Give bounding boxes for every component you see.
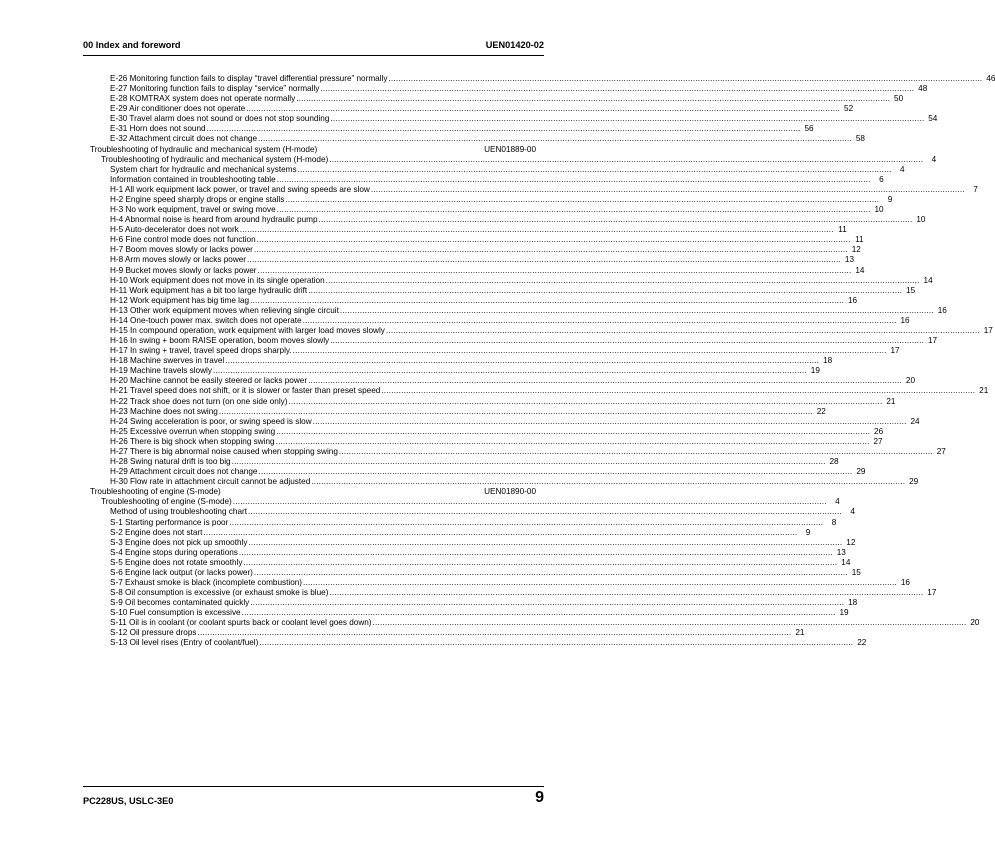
toc-entry-page: 22 [857, 638, 867, 648]
toc-entry-title: Troubleshooting of engine (S-mode) [101, 497, 232, 507]
dot-leader [277, 175, 871, 185]
toc-entry[interactable] [110, 215, 926, 225]
toc-entry-title: E-30 Travel alarm does not sound or does not stop sounding [110, 114, 330, 124]
dot-leader [308, 286, 902, 296]
dot-leader [329, 588, 923, 598]
toc-entry-page: 20 [905, 376, 916, 386]
toc-entry-title: H-18 Machine swerves in travel [110, 356, 225, 366]
toc-entry-title: S-4 Engine stops during operations [110, 547, 238, 557]
toc-entry-page: 19 [839, 608, 849, 618]
dot-leader [247, 255, 841, 265]
dot-leader [243, 558, 837, 568]
toc-entry[interactable] [110, 205, 884, 215]
dot-leader [371, 185, 965, 195]
footer-page-number: 9 [535, 789, 544, 806]
toc-entry-title: E-26 Monitoring function fails to display “travel differential pressure” normally [110, 74, 388, 83]
toc-entry[interactable] [110, 174, 884, 185]
toc-entry-title: E-29 Air conditioner does not operate [110, 104, 246, 114]
dot-leader [248, 507, 842, 517]
dot-leader [258, 134, 852, 144]
toc-entry-page: 16 [847, 295, 858, 305]
toc-entry-page: 7 [973, 184, 978, 194]
toc-entry[interactable] [110, 608, 849, 618]
toc-entry-page: 18 [823, 356, 833, 366]
toc-entry[interactable] [110, 104, 854, 114]
toc-entry-title: H-1 All work equipment lack power, or travel and swing speeds are slow [110, 184, 370, 194]
toc-entry-title: S-6 Engine lack output (or lacks power) [110, 567, 253, 577]
dot-leader [319, 215, 913, 225]
toc-entry-page: 24 [910, 416, 920, 426]
toc-entry-title: S-5 Engine does not rotate smoothly [110, 557, 243, 567]
toc-entry-page: 16 [900, 578, 910, 587]
toc-entry-title: E-32 Attachment circuit does not change [110, 134, 258, 144]
toc-entry-title: S-8 Oil consumption is excessive (or exhaust smoke is blue) [110, 588, 329, 598]
toc-entry[interactable] [110, 164, 905, 175]
toc-entry[interactable] [101, 154, 937, 165]
header-rule [83, 55, 544, 56]
toc-entry[interactable] [110, 305, 947, 316]
toc-entry-page: 29 [856, 467, 866, 477]
dot-leader [250, 598, 844, 608]
toc-entry[interactable] [110, 557, 851, 568]
toc-entry-page: 16 [937, 305, 947, 315]
toc-entry-title: System chart for hydraulic and mechanical systems [110, 164, 297, 174]
toc-entry[interactable] [110, 426, 884, 437]
header-document-code: UEN01420-02 [485, 40, 544, 50]
toc-entry[interactable] [110, 537, 856, 548]
toc-entry-page: 15 [851, 567, 861, 577]
toc-entry[interactable] [110, 386, 989, 396]
toc-entry-title: Method of using troubleshooting chart [110, 507, 248, 517]
toc-entry-title: H-21 Travel speed does not shift, or it is slower or faster than preset speed [110, 386, 381, 396]
toc-section-entry[interactable] [90, 487, 536, 497]
toc-entry[interactable] [110, 507, 855, 517]
dot-leader [250, 296, 844, 306]
toc-entry-title: S-3 Engine does not pick up smoothly [110, 537, 248, 547]
toc-entry[interactable] [110, 638, 867, 648]
footer-model: PC228US, USLC-3E0 [83, 796, 174, 806]
dot-leader [311, 477, 905, 487]
toc-entry-title: E-28 KOMTRAX system does not operate normally [110, 94, 296, 104]
dot-leader [308, 376, 902, 386]
toc-entry-title: H-12 Work equipment has big time lag [110, 295, 250, 305]
dot-leader [303, 316, 897, 326]
dot-leader [330, 336, 924, 346]
toc-entry[interactable] [110, 255, 854, 265]
toc-entry-page: 18 [848, 598, 858, 608]
toc-entry-page: 20 [970, 618, 980, 628]
toc-entry-page: UEN01889-00 [484, 144, 536, 154]
toc-entry-page: 13 [844, 255, 854, 265]
toc-entry-title: H-19 Machine travels slowly [110, 366, 212, 376]
toc-entry[interactable] [110, 194, 893, 205]
dot-leader [388, 74, 982, 84]
toc-entry-page: 8 [831, 517, 837, 527]
toc-entry-page: 21 [795, 628, 805, 638]
toc-entry-title: H-3 No work equipment, travel or swing move [110, 205, 276, 215]
toc-section-entry[interactable] [90, 145, 536, 155]
toc-entry-page: 4 [931, 154, 937, 164]
dot-leader [303, 578, 897, 588]
toc-entry-page: 4 [850, 507, 855, 517]
toc-entry-title: H-20 Machine cannot be easily steered or lacks power [110, 376, 308, 386]
dot-leader [229, 518, 823, 528]
dot-leader [320, 84, 914, 94]
toc-entry-page: 9 [887, 194, 893, 204]
toc-entry[interactable] [110, 124, 814, 134]
dot-leader [246, 104, 840, 114]
dot-leader [277, 205, 871, 215]
toc-entry-title: H-24 Swing acceleration is poor, or swing speed is slow [110, 416, 312, 426]
toc-entry-title: S-10 Fuel consumption is excessive [110, 608, 241, 618]
dot-leader [207, 124, 801, 134]
toc-entry-title: Troubleshooting of hydraulic and mechanical system (H-mode) [101, 154, 329, 164]
toc-entry[interactable] [110, 225, 847, 235]
dot-leader [233, 497, 827, 507]
toc-entry-title: Troubleshooting of hydraulic and mechanical system (H-mode) [90, 144, 318, 154]
toc-entry-title: H-8 Arm moves slowly or lacks power [110, 255, 247, 265]
dot-leader [340, 306, 934, 316]
toc-entry[interactable] [110, 346, 900, 356]
toc-entry-page: 52 [844, 104, 854, 114]
toc-entry-title: H-7 Boom moves slowly or lacks power [110, 245, 253, 255]
dot-leader [197, 628, 791, 638]
toc-entry-page: 21 [979, 386, 989, 396]
toc-entry-page: 56 [804, 124, 814, 134]
dot-leader [293, 346, 887, 356]
toc-entry-page: 11 [855, 235, 864, 245]
toc-entry-page: 21 [886, 396, 896, 406]
toc-entry-title: Information contained in troubleshooting table [110, 174, 276, 184]
toc-entry-page: 15 [906, 285, 916, 295]
toc-entry[interactable] [110, 527, 811, 538]
toc-entry-title: S-9 Oil becomes contaminated quickly [110, 598, 250, 608]
dot-leader [373, 618, 967, 628]
dot-leader [330, 114, 924, 124]
toc-entry[interactable] [110, 184, 978, 195]
toc-entry-page: 46 [986, 74, 995, 83]
toc-entry[interactable] [110, 376, 916, 386]
toc-entry-title: E-31 Horn does not sound [110, 124, 206, 134]
toc-entry[interactable] [110, 265, 865, 276]
toc-entry-page: 54 [928, 114, 938, 124]
toc-entry-title: H-25 Excessive overrun when stopping swing [110, 426, 276, 436]
dot-leader [219, 407, 813, 417]
toc-entry[interactable] [110, 326, 993, 336]
toc-entry[interactable] [110, 285, 916, 296]
footer-rule [83, 786, 544, 787]
toc-entry[interactable] [110, 436, 883, 447]
toc-entry-page: 10 [916, 215, 926, 225]
toc-entry-page: 12 [846, 537, 856, 547]
toc-entry[interactable] [110, 598, 858, 608]
toc-entry-title: H-28 Swing natural drift is too big [110, 457, 231, 467]
toc-entry[interactable] [110, 336, 938, 346]
toc-entry-title: H-9 Bucket moves slowly or lacks power [110, 265, 257, 275]
toc-entry[interactable] [110, 356, 833, 366]
dot-leader [329, 155, 923, 165]
header-section-title: 00 Index and foreword [83, 40, 181, 50]
dot-leader [232, 457, 826, 467]
toc-entry-page: 27 [936, 446, 946, 456]
dot-leader [242, 608, 836, 618]
toc-entry-page: 17 [983, 326, 993, 335]
toc-entry[interactable] [110, 134, 865, 144]
toc-entry[interactable] [110, 477, 919, 487]
toc-entry-title: S-11 Oil is in coolant (or coolant spurts back or coolant level goes down) [110, 618, 372, 628]
toc-entry-page: 11 [838, 225, 847, 235]
toc-entry-page: 17 [927, 336, 938, 346]
toc-entry-title: H-2 Engine speed sharply drops or engine stalls [110, 194, 285, 204]
toc-entry[interactable] [110, 315, 910, 326]
dot-leader [225, 356, 819, 366]
toc-entry-page: 29 [909, 477, 919, 487]
dot-leader [258, 266, 852, 276]
dot-leader [313, 417, 907, 427]
toc-entry-title: H-10 Work equipment does not move in its single operation [110, 275, 325, 285]
dot-leader [203, 528, 797, 538]
toc-entry-title: S-7 Exhaust smoke is black (incomplete combustion) [110, 578, 303, 587]
dot-leader [289, 397, 883, 407]
dot-leader [213, 366, 807, 376]
toc-entry-title: Troubleshooting of engine (S-mode) [90, 487, 221, 497]
toc-entry-page: 58 [855, 134, 865, 144]
toc-entry-page: 27 [873, 436, 883, 446]
dot-leader [240, 225, 834, 235]
toc-entry-page: 16 [900, 315, 910, 325]
dot-leader [248, 538, 842, 548]
dot-leader [239, 548, 833, 558]
toc-entry[interactable] [110, 628, 805, 638]
toc-entry-page: UEN01890-00 [484, 487, 536, 497]
dot-leader [298, 165, 892, 175]
toc-entry-page: 17 [890, 346, 900, 356]
dot-leader [254, 568, 848, 578]
toc-entry-page: 9 [805, 527, 811, 537]
toc-entry[interactable] [110, 245, 861, 255]
toc-entry-title: S-12 Oil pressure drops [110, 628, 197, 638]
toc-entry-title: H-13 Other work equipment moves when relieving single circuit [110, 305, 339, 315]
toc-entry-page: 22 [816, 406, 826, 416]
toc-entry-page: 14 [855, 265, 865, 275]
toc-entry-title: H-26 There is big shock when stopping swing [110, 436, 275, 446]
toc-entry-page: 19 [810, 366, 820, 376]
toc-entry-page: 4 [835, 497, 840, 507]
toc-entry-page: 13 [836, 547, 846, 557]
toc-entry[interactable] [110, 94, 904, 104]
toc-entry-page: 6 [879, 174, 884, 184]
toc-entry-page: 48 [918, 84, 928, 94]
toc-entry[interactable] [110, 588, 937, 598]
dot-leader [276, 427, 870, 437]
dot-leader [285, 195, 879, 205]
toc-entry[interactable] [110, 74, 995, 84]
toc-entry-title: S-2 Engine does not start [110, 527, 203, 537]
toc-entry-title: H-15 In compound operation, work equipment with larger load moves slowly [110, 326, 385, 335]
toc-entry[interactable] [110, 114, 938, 124]
toc-entry[interactable] [110, 547, 846, 558]
toc-entry-title: E-27 Monitoring function fails to display “service” normally [110, 84, 320, 94]
toc-entry-title: S-13 Oil level rises (Entry of coolant/fuel) [110, 638, 259, 648]
toc-entry[interactable] [110, 235, 864, 245]
toc-entry-title: H-14 One-touch power max. switch does not operate [110, 315, 302, 325]
toc-entry-page: 17 [927, 588, 937, 598]
dot-leader [326, 276, 920, 286]
toc-entry[interactable] [110, 578, 910, 588]
toc-entry[interactable] [110, 467, 866, 477]
toc-entry-title: H-27 There is big abnormal noise caused when stopping swing [110, 446, 338, 456]
toc-entry-title: H-22 Track shoe does not turn (on one side only) [110, 396, 288, 406]
toc-entry[interactable] [110, 618, 980, 628]
toc-entry-title: H-17 In swing + travel, travel speed drops sharply. [110, 346, 292, 356]
toc-entry-title: H-23 Machine does not swing [110, 406, 218, 416]
dot-leader [386, 326, 980, 336]
toc-entry[interactable] [101, 497, 840, 507]
dot-leader [254, 245, 848, 255]
toc-entry[interactable] [110, 406, 826, 417]
toc-entry[interactable] [110, 416, 920, 427]
toc-entry[interactable] [110, 567, 861, 578]
toc-entry-title: H-4 Abnormal noise is heard from around hydraulic pump [110, 215, 318, 225]
toc-entry[interactable] [110, 446, 946, 457]
toc-entry-page: 28 [829, 457, 839, 467]
toc-entry[interactable] [110, 295, 858, 306]
toc-entry[interactable] [110, 84, 928, 94]
dot-leader [339, 447, 933, 457]
toc-entry-title: S-1 Starting performance is poor [110, 517, 229, 527]
toc-entry-title: H-5 Auto-decelerator does not work [110, 225, 239, 235]
toc-entry[interactable] [110, 517, 837, 528]
toc-entry-page: 12 [851, 245, 861, 255]
toc-entry-title: H-29 Attachment circuit does not change [110, 467, 258, 477]
toc-entry-page: 14 [923, 275, 933, 285]
toc-entry-page: 10 [874, 205, 884, 215]
toc-entry[interactable] [110, 396, 896, 407]
toc-entry[interactable] [110, 275, 933, 286]
toc-entry-title: H-11 Work equipment has a bit too large hydraulic drift [110, 285, 308, 295]
dot-leader [276, 437, 870, 447]
toc-entry[interactable] [110, 366, 820, 376]
toc-entry[interactable] [110, 457, 839, 467]
toc-entry-title: H-30 Flow rate in attachment circuit cannot be adjusted [110, 477, 311, 487]
dot-leader [381, 386, 975, 396]
dot-leader [257, 235, 851, 245]
toc-entry-page: 4 [899, 164, 905, 174]
toc-entry-page: 26 [874, 426, 884, 436]
dot-leader [296, 94, 890, 104]
toc-entry-title: H-16 In swing + boom RAISE operation, boom moves slowly [110, 336, 330, 346]
dot-leader [258, 467, 852, 477]
toc-entry-page: 50 [894, 94, 904, 104]
toc-entry-title: H-6 Fine control mode does not function [110, 235, 256, 245]
dot-leader [259, 638, 853, 648]
toc-entry-page: 14 [841, 557, 851, 567]
